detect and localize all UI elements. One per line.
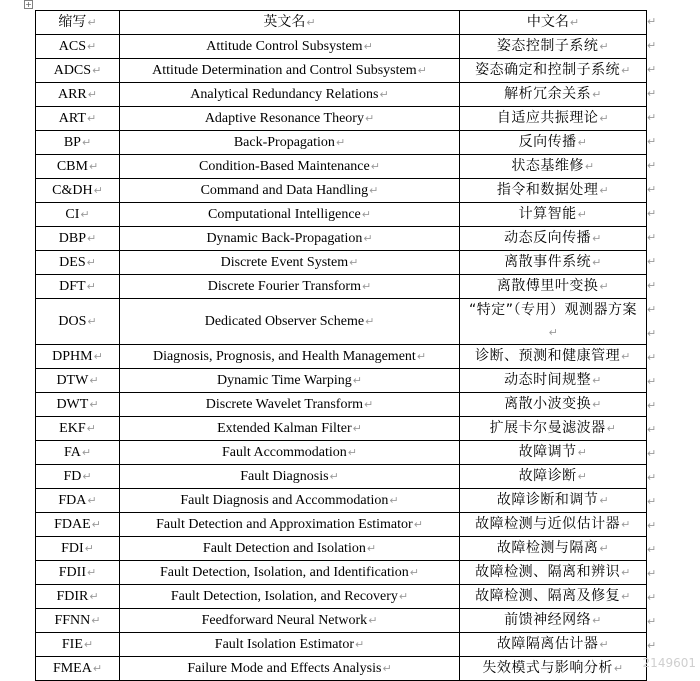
paragraph-mark-icon: ↵	[352, 421, 362, 435]
paragraph-mark-icon: ↵	[91, 517, 101, 531]
paragraph-mark-icon: ↵	[599, 280, 610, 293]
abbr-cell-text: FIE	[61, 636, 83, 652]
chinese-name-cell-text: 故障检测与近似估计器	[475, 516, 621, 532]
end-of-row-mark-icon: ↵	[647, 63, 657, 76]
english-name-cell-text: Fault Detection and Approximation Estimator	[156, 516, 413, 532]
english-name-cell-text: Discrete Event System	[220, 254, 349, 270]
end-of-row-mark-icon: ↵	[647, 111, 657, 124]
english-name-cell	[120, 369, 460, 393]
table-row	[36, 489, 647, 513]
chinese-name-cell	[460, 107, 647, 131]
chinese-name-cell	[460, 561, 647, 585]
chinese-name-cell-text: “特定”（专用）观测器方案	[468, 302, 637, 318]
paragraph-mark-icon: ↵	[621, 64, 631, 77]
chinese-name-cell-text: 诊断、预测和健康管理	[475, 348, 621, 364]
paragraph-mark-icon: ↵	[368, 613, 378, 627]
paragraph-mark-icon: ↵	[86, 421, 96, 435]
chinese-name-cell-text: 前馈神经网络	[504, 612, 592, 628]
abbr-cell-text: ACS	[58, 38, 86, 54]
paragraph-mark-icon: ↵	[599, 40, 610, 53]
end-of-row-mark-icon: ↵	[647, 423, 657, 436]
chinese-name-cell-text: 动态反向传播	[504, 230, 592, 246]
abbr-cell-text: DFT	[59, 278, 86, 294]
abbr-cell	[36, 417, 120, 441]
abbr-cell	[36, 131, 120, 155]
end-of-row-mark-icon: ↵	[647, 231, 657, 244]
chinese-name-cell-text: 离散事件系统	[504, 254, 592, 270]
chinese-name-cell-text: 故障诊断和调节	[496, 492, 599, 508]
abbr-cell	[36, 465, 120, 489]
english-name-cell-text: Fault Diagnosis	[240, 468, 329, 484]
english-name-cell-text: Dynamic Back-Propagation	[206, 230, 363, 246]
paragraph-mark-icon: ↵	[347, 445, 358, 459]
end-of-row-mark-icon: ↵	[647, 495, 657, 508]
end-of-row-mark-icon: ↵	[647, 327, 657, 340]
chinese-name-cell	[460, 35, 647, 59]
abbr-cell-text: FDII	[58, 564, 86, 580]
paragraph-mark-icon: ↵	[365, 314, 375, 328]
paragraph-mark-icon: ↵	[87, 231, 97, 245]
table-row	[36, 657, 647, 681]
abbr-cell-text: DBP	[58, 230, 86, 246]
paragraph-mark-icon: ↵	[621, 350, 631, 363]
abbr-cell	[36, 83, 120, 107]
chinese-name-cell-text: 离散小波变换	[504, 396, 592, 412]
chinese-name-cell-text: 反向传播	[518, 134, 577, 150]
paragraph-mark-icon: ↵	[599, 184, 610, 197]
abbr-cell	[36, 489, 120, 513]
end-of-row-mark-icon: ↵	[647, 279, 657, 292]
table-row	[36, 179, 647, 203]
abbr-cell	[36, 513, 120, 537]
chinese-name-cell	[460, 657, 647, 681]
english-name-cell-text: Feedforward Neural Network	[201, 612, 368, 628]
paragraph-mark-icon: ↵	[621, 566, 631, 579]
english-name-cell	[120, 227, 460, 251]
abbr-cell	[36, 369, 120, 393]
paragraph-mark-icon: ↵	[87, 87, 97, 101]
abbr-cell-text: C&DH	[52, 182, 93, 198]
abbr-cell	[36, 393, 120, 417]
english-name-cell	[120, 299, 460, 345]
english-name-cell-text: Dedicated Observer Scheme	[204, 313, 365, 329]
end-of-row-mark-icon: ↵	[647, 15, 657, 28]
english-name-cell-text: Adaptive Resonance Theory	[204, 110, 364, 126]
chinese-name-cell	[460, 275, 647, 299]
end-of-row-mark-icon: ↵	[647, 639, 657, 652]
chinese-name-cell	[460, 585, 647, 609]
paragraph-mark-icon: ↵	[577, 208, 588, 221]
header-chinese-name: 中文名↵	[460, 11, 647, 35]
english-name-cell	[120, 83, 460, 107]
abbr-cell-text: FDIR	[56, 588, 89, 604]
paragraph-mark-icon: ↵	[92, 63, 102, 77]
paragraph-mark-icon: ↵	[413, 517, 423, 531]
english-name-cell	[120, 585, 460, 609]
paragraph-mark-icon: ↵	[89, 373, 99, 387]
table-row	[36, 251, 647, 275]
english-name-cell-text: Fault Diagnosis and Accommodation	[180, 492, 389, 508]
abbr-cell	[36, 299, 120, 345]
table-row	[36, 417, 647, 441]
english-name-cell	[120, 251, 460, 275]
end-of-row-mark-icon: ↵	[647, 135, 657, 148]
chinese-name-cell	[460, 465, 647, 489]
english-name-cell	[120, 35, 460, 59]
chinese-name-cell-text: 状态基维修	[511, 158, 584, 174]
chinese-name-cell	[460, 537, 647, 561]
english-name-cell	[120, 561, 460, 585]
end-of-row-mark-icon: ↵	[647, 519, 657, 532]
english-name-cell-text: Fault Detection, Isolation, and Identification	[159, 564, 409, 580]
english-name-cell-text: Condition-Based Maintenance	[199, 158, 370, 174]
abbr-cell-text: DPHM	[52, 348, 93, 364]
paragraph-mark-icon: ↵	[363, 231, 373, 245]
paragraph-mark-icon: ↵	[361, 207, 371, 221]
chinese-name-cell-text: 动态时间规整	[504, 372, 592, 388]
end-of-row-mark-icon: ↵	[647, 591, 657, 604]
header-abbr: 缩写↵	[36, 11, 120, 35]
paragraph-mark-icon: ↵	[335, 135, 346, 149]
english-name-cell	[120, 345, 460, 369]
abbr-cell	[36, 251, 120, 275]
english-name-cell	[120, 275, 460, 299]
abbr-cell-text: FDA	[58, 492, 87, 508]
abbr-cell-text: FD	[63, 468, 82, 484]
english-name-cell-text: Analytical Redundancy Relations	[190, 86, 379, 102]
table-row	[36, 561, 647, 585]
english-name-cell	[120, 489, 460, 513]
abbr-cell	[36, 345, 120, 369]
chinese-name-cell	[460, 393, 647, 417]
english-name-cell	[120, 107, 460, 131]
chinese-name-cell-text: 计算智能	[518, 206, 577, 222]
english-name-cell	[120, 513, 460, 537]
english-name-cell	[120, 657, 460, 681]
table-move-handle-icon[interactable]: +	[25, 0, 32, 9]
end-of-row-mark-icon: ↵	[647, 447, 657, 460]
paragraph-mark-icon: ↵	[592, 398, 602, 411]
english-name-cell	[120, 393, 460, 417]
chinese-name-cell-text: 离散傅里叶变换	[496, 278, 599, 294]
paragraph-mark-icon: ↵	[364, 111, 375, 125]
paragraph-mark-icon: ↵	[592, 88, 602, 101]
end-of-row-mark-icon: ↵	[647, 183, 657, 196]
paragraph-mark-icon: ↵	[87, 493, 97, 507]
chinese-name-cell	[460, 345, 647, 369]
abbr-cell	[36, 441, 120, 465]
table-row	[36, 609, 647, 633]
abbr-cell-text: FMEA	[52, 660, 92, 676]
paragraph-mark-icon: ↵	[577, 470, 588, 483]
abbr-cell-text: DES	[59, 254, 86, 270]
chinese-name-cell	[460, 83, 647, 107]
paragraph-mark-icon: ↵	[81, 135, 92, 149]
english-name-cell	[120, 465, 460, 489]
chinese-name-cell	[460, 441, 647, 465]
end-of-row-mark-icon: ↵	[647, 399, 657, 412]
paragraph-mark-icon: ↵	[599, 112, 610, 125]
abbr-cell-text: FA	[63, 444, 81, 460]
english-name-cell-text: Attitude Control Subsystem	[206, 38, 363, 54]
end-of-row-mark-icon: ↵	[647, 351, 657, 364]
watermark: 2149601	[642, 656, 696, 670]
chinese-name-cell-text: 故障诊断	[518, 468, 577, 484]
table-row	[36, 369, 647, 393]
end-of-row-mark-icon: ↵	[647, 471, 657, 484]
abbr-cell	[36, 203, 120, 227]
chinese-name-cell	[460, 609, 647, 633]
table-row	[36, 537, 647, 561]
table-row	[36, 441, 647, 465]
english-name-cell-text: Fault Detection and Isolation	[202, 540, 366, 556]
abbr-cell-text: ADCS	[53, 62, 92, 78]
chinese-name-cell	[460, 131, 647, 155]
english-name-cell-text: Attitude Determination and Control Subsystem	[152, 62, 417, 78]
table-row	[36, 393, 647, 417]
chinese-name-cell	[460, 203, 647, 227]
english-name-cell-text: Extended Kalman Filter	[217, 420, 352, 436]
chinese-name-cell-text: 姿态控制子系统	[496, 38, 599, 54]
chinese-name-cell	[460, 633, 647, 657]
paragraph-mark-icon: ↵	[349, 255, 359, 269]
chinese-name-cell	[460, 299, 647, 345]
chinese-name-cell-text: 扩展卡尔曼滤波器	[489, 420, 606, 436]
abbr-cell	[36, 657, 120, 681]
english-name-cell	[120, 155, 460, 179]
paragraph-mark-icon: ↵	[86, 279, 96, 293]
paragraph-mark-icon: ↵	[93, 349, 103, 363]
table-row	[36, 83, 647, 107]
paragraph-mark-icon: ↵	[361, 279, 372, 293]
chinese-name-cell-text: 故障检测、隔离和辨识	[475, 564, 621, 580]
paragraph-mark-icon: ↵	[621, 518, 631, 531]
chinese-name-cell	[460, 489, 647, 513]
chinese-name-cell-text: 失效模式与影响分析	[482, 660, 613, 676]
abbr-cell-text: FDI	[61, 540, 84, 556]
table-row	[36, 345, 647, 369]
paragraph-mark-icon: ↵	[92, 661, 103, 675]
english-name-cell	[120, 417, 460, 441]
english-name-cell-text: Discrete Fourier Transform	[207, 278, 361, 294]
english-name-cell-text: Command and Data Handling	[200, 182, 369, 198]
table-row	[36, 633, 647, 657]
paragraph-mark-icon: ↵	[352, 373, 362, 387]
end-of-row-mark-icon: ↵	[647, 615, 657, 628]
table-row	[36, 131, 647, 155]
paragraph-mark-icon: ↵	[84, 541, 94, 555]
english-name-cell-text: Computational Intelligence	[207, 206, 361, 222]
abbr-cell-text: CI	[65, 206, 80, 222]
chinese-name-cell-text: 故障调节	[518, 444, 577, 460]
paragraph-mark-icon: ↵	[592, 374, 602, 387]
abbr-cell	[36, 633, 120, 657]
english-name-cell-text: Fault Detection, Isolation, and Recovery	[170, 588, 398, 604]
abbr-cell-text: DWT	[56, 396, 89, 412]
english-name-cell-text: Back-Propagation	[233, 134, 335, 150]
paragraph-mark-icon: ↵	[606, 422, 617, 435]
end-of-row-mark-icon: ↵	[647, 567, 657, 580]
english-name-cell	[120, 609, 460, 633]
paragraph-mark-icon: ↵	[577, 446, 588, 459]
end-of-row-mark-icon: ↵	[647, 39, 657, 52]
paragraph-mark-icon: ↵	[364, 397, 374, 411]
paragraph-mark-icon: ↵	[91, 613, 101, 627]
table-header-row	[36, 11, 647, 35]
chinese-name-cell-text: 故障检测、隔离及修复	[475, 588, 621, 604]
abbr-cell	[36, 107, 120, 131]
paragraph-mark-icon: ↵	[389, 493, 399, 507]
chinese-name-cell	[460, 155, 647, 179]
abbr-cell	[36, 35, 120, 59]
chinese-name-cell	[460, 369, 647, 393]
paragraph-mark-icon: ↵	[548, 326, 559, 339]
table-row	[36, 513, 647, 537]
paragraph-mark-icon: ↵	[87, 39, 97, 53]
paragraph-mark-icon: ↵	[88, 159, 99, 173]
paragraph-mark-icon: ↵	[599, 542, 610, 555]
paragraph-mark-icon: ↵	[82, 469, 92, 483]
abbreviation-table	[35, 10, 647, 681]
chinese-name-cell	[460, 227, 647, 251]
abbr-cell-text: FDAE	[54, 516, 91, 532]
table-row	[36, 155, 647, 179]
table-row	[36, 585, 647, 609]
abbr-cell	[36, 609, 120, 633]
english-name-cell-text: Dynamic Time Warping	[217, 372, 352, 388]
abbr-cell-text: BP	[63, 134, 81, 150]
chinese-name-cell-text: 指令和数据处理	[496, 182, 599, 198]
end-of-row-mark-icon: ↵	[647, 255, 657, 268]
english-name-cell-text: Fault Accommodation	[221, 444, 347, 460]
end-of-row-mark-icon: ↵	[647, 207, 657, 220]
paragraph-mark-icon: ↵	[599, 638, 610, 651]
abbr-cell-text: CBM	[56, 158, 88, 174]
paragraph-mark-icon: ↵	[592, 256, 602, 269]
header-english-name: 英文名↵	[120, 11, 460, 35]
english-name-cell	[120, 537, 460, 561]
end-of-row-mark-icon: ↵	[647, 303, 657, 316]
abbr-cell	[36, 155, 120, 179]
paragraph-mark-icon: ↵	[621, 590, 631, 603]
abbr-cell	[36, 537, 120, 561]
chinese-name-cell-text: 故障检测与隔离	[496, 540, 599, 556]
paragraph-mark-icon: ↵	[417, 63, 427, 77]
english-name-cell	[120, 633, 460, 657]
paragraph-mark-icon: ↵	[89, 589, 99, 603]
paragraph-mark-icon: ↵	[83, 637, 94, 651]
paragraph-mark-icon: ↵	[80, 207, 90, 221]
paragraph-mark-icon: ↵	[379, 87, 389, 101]
paragraph-mark-icon: ↵	[363, 39, 373, 53]
paragraph-mark-icon: ↵	[409, 565, 420, 579]
table-row	[36, 227, 647, 251]
paragraph-mark-icon: ↵	[86, 255, 96, 269]
abbr-cell	[36, 59, 120, 83]
abbr-cell-text: ART	[58, 110, 86, 126]
chinese-name-cell	[460, 179, 647, 203]
paragraph-mark-icon: ↵	[89, 397, 99, 411]
paragraph-mark-icon: ↵	[87, 314, 97, 328]
abbr-cell	[36, 179, 120, 203]
end-of-row-mark-icon: ↵	[647, 375, 657, 388]
paragraph-mark-icon: ↵	[86, 111, 97, 125]
paragraph-mark-icon: ↵	[599, 494, 610, 507]
paragraph-mark-icon: ↵	[87, 565, 97, 579]
english-name-cell-text: Discrete Wavelet Transform	[205, 396, 364, 412]
paragraph-mark-icon: ↵	[577, 136, 588, 149]
paragraph-mark-icon: ↵	[370, 159, 380, 173]
table-row	[36, 275, 647, 299]
table-row	[36, 203, 647, 227]
paragraph-mark-icon: ↵	[382, 661, 392, 675]
chinese-name-cell-text: 故障隔离估计器	[496, 636, 599, 652]
table-row	[36, 59, 647, 83]
abbr-cell	[36, 227, 120, 251]
table-row	[36, 299, 647, 345]
abbr-cell-text: ARR	[57, 86, 87, 102]
paragraph-mark-icon: ↵	[81, 445, 92, 459]
english-name-cell	[120, 203, 460, 227]
abbr-cell-text: DTW	[56, 372, 89, 388]
abbr-cell	[36, 585, 120, 609]
table-row	[36, 35, 647, 59]
end-of-row-mark-icon: ↵	[647, 87, 657, 100]
paragraph-mark-icon: ↵	[398, 589, 409, 603]
english-name-cell	[120, 441, 460, 465]
english-name-cell	[120, 131, 460, 155]
abbr-cell	[36, 561, 120, 585]
paragraph-mark-icon: ↵	[93, 183, 103, 197]
chinese-name-cell-text: 姿态确定和控制子系统	[475, 62, 621, 78]
english-name-cell	[120, 179, 460, 203]
chinese-name-cell	[460, 59, 647, 83]
chinese-name-cell	[460, 417, 647, 441]
english-name-cell-text: Diagnosis, Prognosis, and Health Management	[152, 348, 416, 364]
english-name-cell-text: Failure Mode and Effects Analysis	[187, 660, 382, 676]
table-row	[36, 465, 647, 489]
table-row	[36, 107, 647, 131]
abbr-cell	[36, 275, 120, 299]
paragraph-mark-icon: ↵	[416, 349, 427, 363]
chinese-name-cell	[460, 251, 647, 275]
paragraph-mark-icon: ↵	[592, 232, 602, 245]
abbr-cell-text: FFNN	[54, 612, 91, 628]
chinese-name-cell	[460, 513, 647, 537]
paragraph-mark-icon: ↵	[369, 183, 379, 197]
paragraph-mark-icon: ↵	[355, 637, 365, 651]
paragraph-mark-icon: ↵	[613, 662, 624, 675]
end-of-row-mark-icon: ↵	[647, 543, 657, 556]
paragraph-mark-icon: ↵	[592, 614, 602, 627]
chinese-name-cell-text: 自适应共振理论	[496, 110, 599, 126]
end-of-row-mark-icon: ↵	[647, 159, 657, 172]
paragraph-mark-icon: ↵	[366, 541, 377, 555]
english-name-cell	[120, 59, 460, 83]
paragraph-mark-icon: ↵	[584, 160, 595, 173]
english-name-cell-text: Fault Isolation Estimator	[214, 636, 354, 652]
chinese-name-cell-text: 解析冗余关系	[504, 86, 592, 102]
paragraph-mark-icon: ↵	[329, 469, 339, 483]
abbr-cell-text: EKF	[59, 420, 86, 436]
abbr-cell-text: DOS	[58, 313, 87, 329]
